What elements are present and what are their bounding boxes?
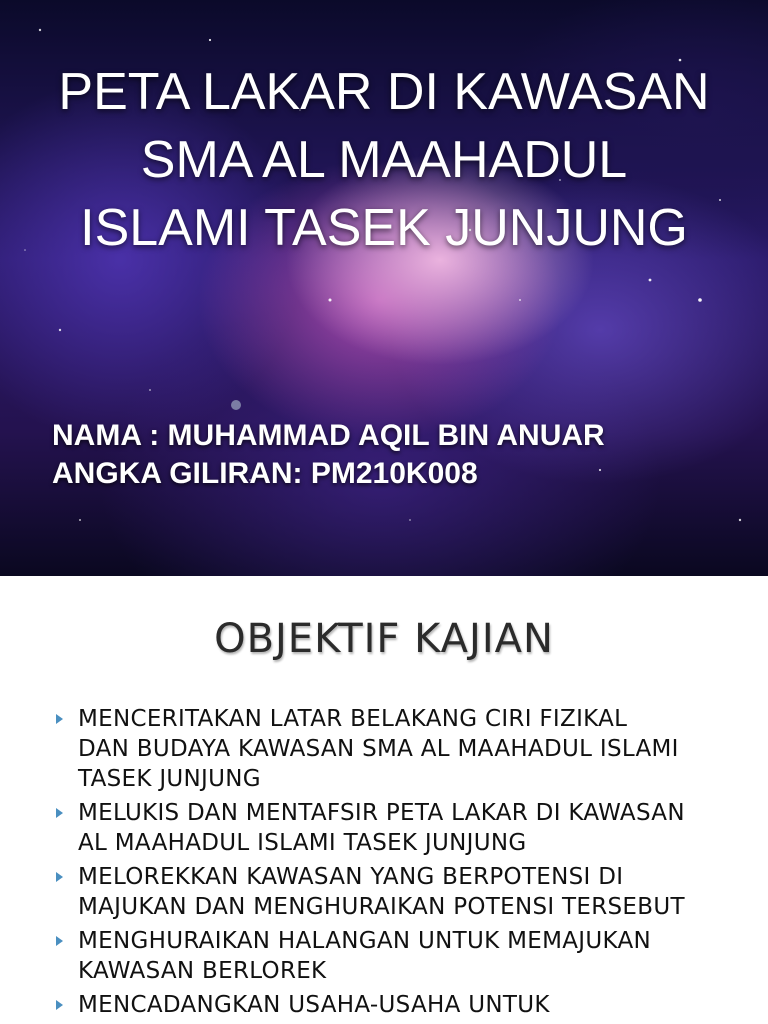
student-number: ANGKA GILIRAN: PM210K008 (52, 457, 478, 490)
triangle-bullet-icon (56, 936, 63, 946)
objectives-heading: OBJEKTIF KAJIAN (214, 616, 554, 662)
list-item (56, 798, 746, 858)
objectives-list (56, 704, 746, 1024)
bullet-text: MENCERITAKAN LATAR BELAKANG CIRI FIZIKAL DAN BUDAYA KAWASAN SMA AL MAAHADUL ISLAMI TASEK JUNJUNG (78, 706, 679, 792)
list-item (56, 862, 746, 922)
list-item (56, 990, 746, 1020)
slide-title: PETA LAKAR DI KAWASAN SMA AL MAAHADUL ISLAMI TASEK JUNJUNG (58, 63, 710, 257)
list-item (56, 926, 746, 986)
triangle-bullet-icon (56, 808, 63, 818)
bullet-text: MENCADANGKAN USAHA-USAHA UNTUK (78, 992, 550, 1018)
bullet-text: MELOREKKAN KAWASAN YANG BERPOTENSI DI MAJUKAN DAN MENGHURAIKAN POTENSI TERSEBUT (78, 864, 685, 920)
triangle-bullet-icon (56, 714, 63, 724)
student-name: NAMA : MUHAMMAD AQIL BIN ANUAR (52, 419, 605, 452)
planet-dot (231, 400, 241, 410)
bullet-text: MELUKIS DAN MENTAFSIR PETA LAKAR DI KAWASAN AL MAAHADUL ISLAMI TASEK JUNJUNG (78, 800, 685, 856)
triangle-bullet-icon (56, 1000, 63, 1010)
student-info (52, 417, 605, 493)
list-item (56, 704, 746, 794)
bullet-text: MENGHURAIKAN HALANGAN UNTUK MEMAJUKAN KAWASAN BERLOREK (78, 928, 652, 984)
triangle-bullet-icon (56, 872, 63, 882)
